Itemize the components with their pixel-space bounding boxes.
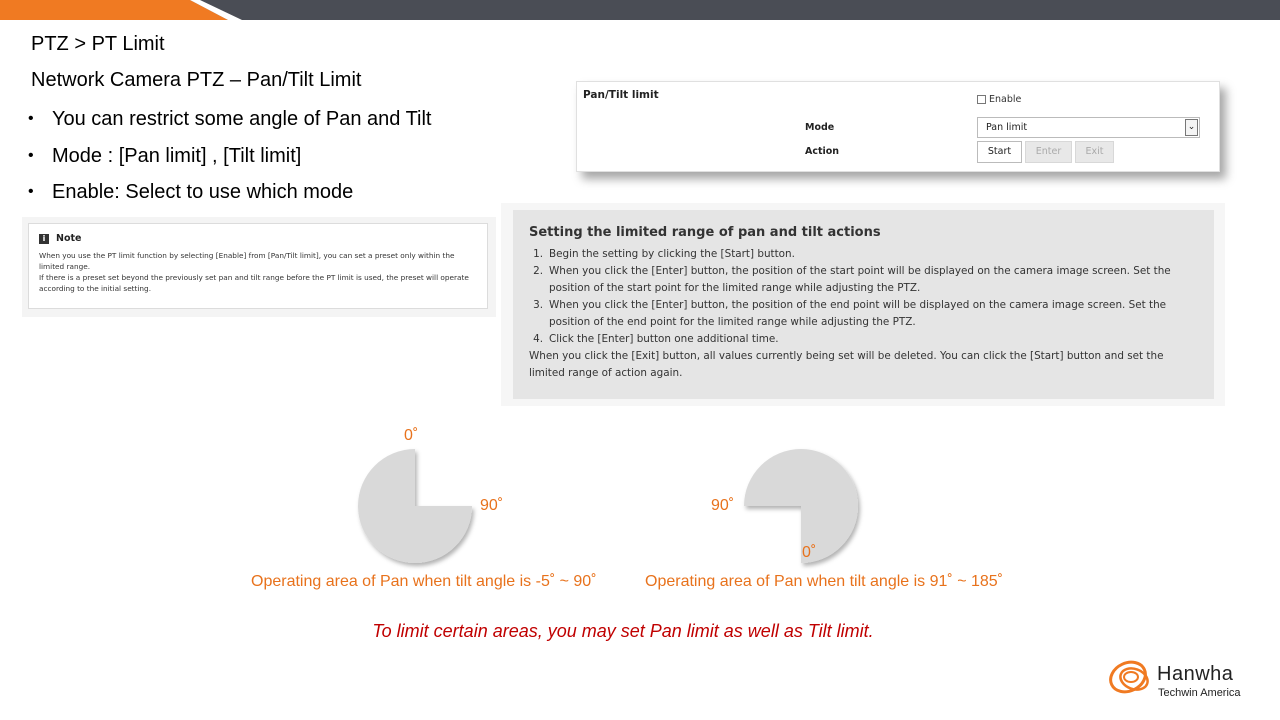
exit-button[interactable]: Exit xyxy=(1075,141,1114,163)
bullet-dot: • xyxy=(28,146,34,164)
chevron-down-icon[interactable]: ⌄ xyxy=(1185,119,1198,136)
logo-subtitle: Techwin America xyxy=(1158,687,1241,699)
note-title: Note xyxy=(56,233,82,244)
page-subtitle: Network Camera PTZ – Pan/Tilt Limit xyxy=(31,69,362,91)
instructions-footer: When you click the [Exit] button, all values currently being set will be deleted. You can click the [Start] button and set the limited range of action again. xyxy=(529,350,1164,379)
diagram-caption: Operating area of Pan when tilt angle is 91˚ ~ 185˚ xyxy=(645,573,1003,590)
step-number: 1. xyxy=(533,248,543,260)
logo-wordmark: Hanwha xyxy=(1157,663,1234,685)
step-text: When you click the [Enter] button, the position of the end point will be displayed on the camera image screen. Set the position of the end point for the limited range while adjusting the PTZ. xyxy=(549,299,1167,328)
bullet-text: Enable: Select to use which mode xyxy=(52,181,354,203)
pan-area-sector-right xyxy=(744,449,858,563)
instructions-title: Setting the limited range of pan and tilt actions xyxy=(529,225,881,240)
bullet-text: Mode : [Pan limit] , [Tilt limit] xyxy=(52,144,302,167)
step-number: 3. xyxy=(533,299,543,311)
step-number: 2. xyxy=(533,265,543,277)
start-button[interactable]: Start xyxy=(977,141,1022,163)
enable-label: Enable xyxy=(989,94,1022,105)
angle-label-0: 0˚ xyxy=(404,427,419,444)
bullet-dot: • xyxy=(28,183,34,200)
diagram-caption: Operating area of Pan when tilt angle is -5˚ ~ 90˚ xyxy=(251,573,597,590)
step-text: Begin the setting by clicking the [Start] button. xyxy=(549,248,795,260)
hanwha-logo-icon xyxy=(1106,655,1158,699)
mode-select-value: Pan limit xyxy=(986,122,1028,133)
enter-button[interactable]: Enter xyxy=(1025,141,1072,163)
step-text: Click the [Enter] button one additional time. xyxy=(549,333,779,345)
step-text: When you click the [Enter] button, the position of the start point will be displayed on the camera image screen. Set the position of the start point for the limited range while adjusting the PTZ. xyxy=(549,265,1171,294)
pan-area-sector-left xyxy=(358,449,472,563)
note-paragraph: If there is a preset set beyond the previously set pan and tilt range before the PT limit is used, the preset will operate according to the initial setting. xyxy=(39,273,469,293)
closing-note: To limit certain areas, you may set Pan limit as well as Tilt limit. xyxy=(372,621,874,641)
breadcrumb: PTZ > PT Limit xyxy=(31,33,165,55)
bullet-text: You can restrict some angle of Pan and Tilt xyxy=(52,108,432,130)
angle-label-0: 0˚ xyxy=(802,544,817,561)
angle-label-90: 90˚ xyxy=(480,497,504,514)
note-paragraph: When you use the PT limit function by selecting [Enable] from [Pan/Tilt limit], you can set a preset only within the limited range. xyxy=(39,251,455,271)
angle-label-90: 90˚ xyxy=(711,497,735,514)
action-label: Action xyxy=(805,146,840,157)
bullet-dot: • xyxy=(28,110,34,127)
step-number: 4. xyxy=(533,333,543,345)
panel-title: Pan/Tilt limit xyxy=(583,89,659,101)
info-icon: i xyxy=(39,234,49,244)
mode-label: Mode xyxy=(805,122,835,133)
